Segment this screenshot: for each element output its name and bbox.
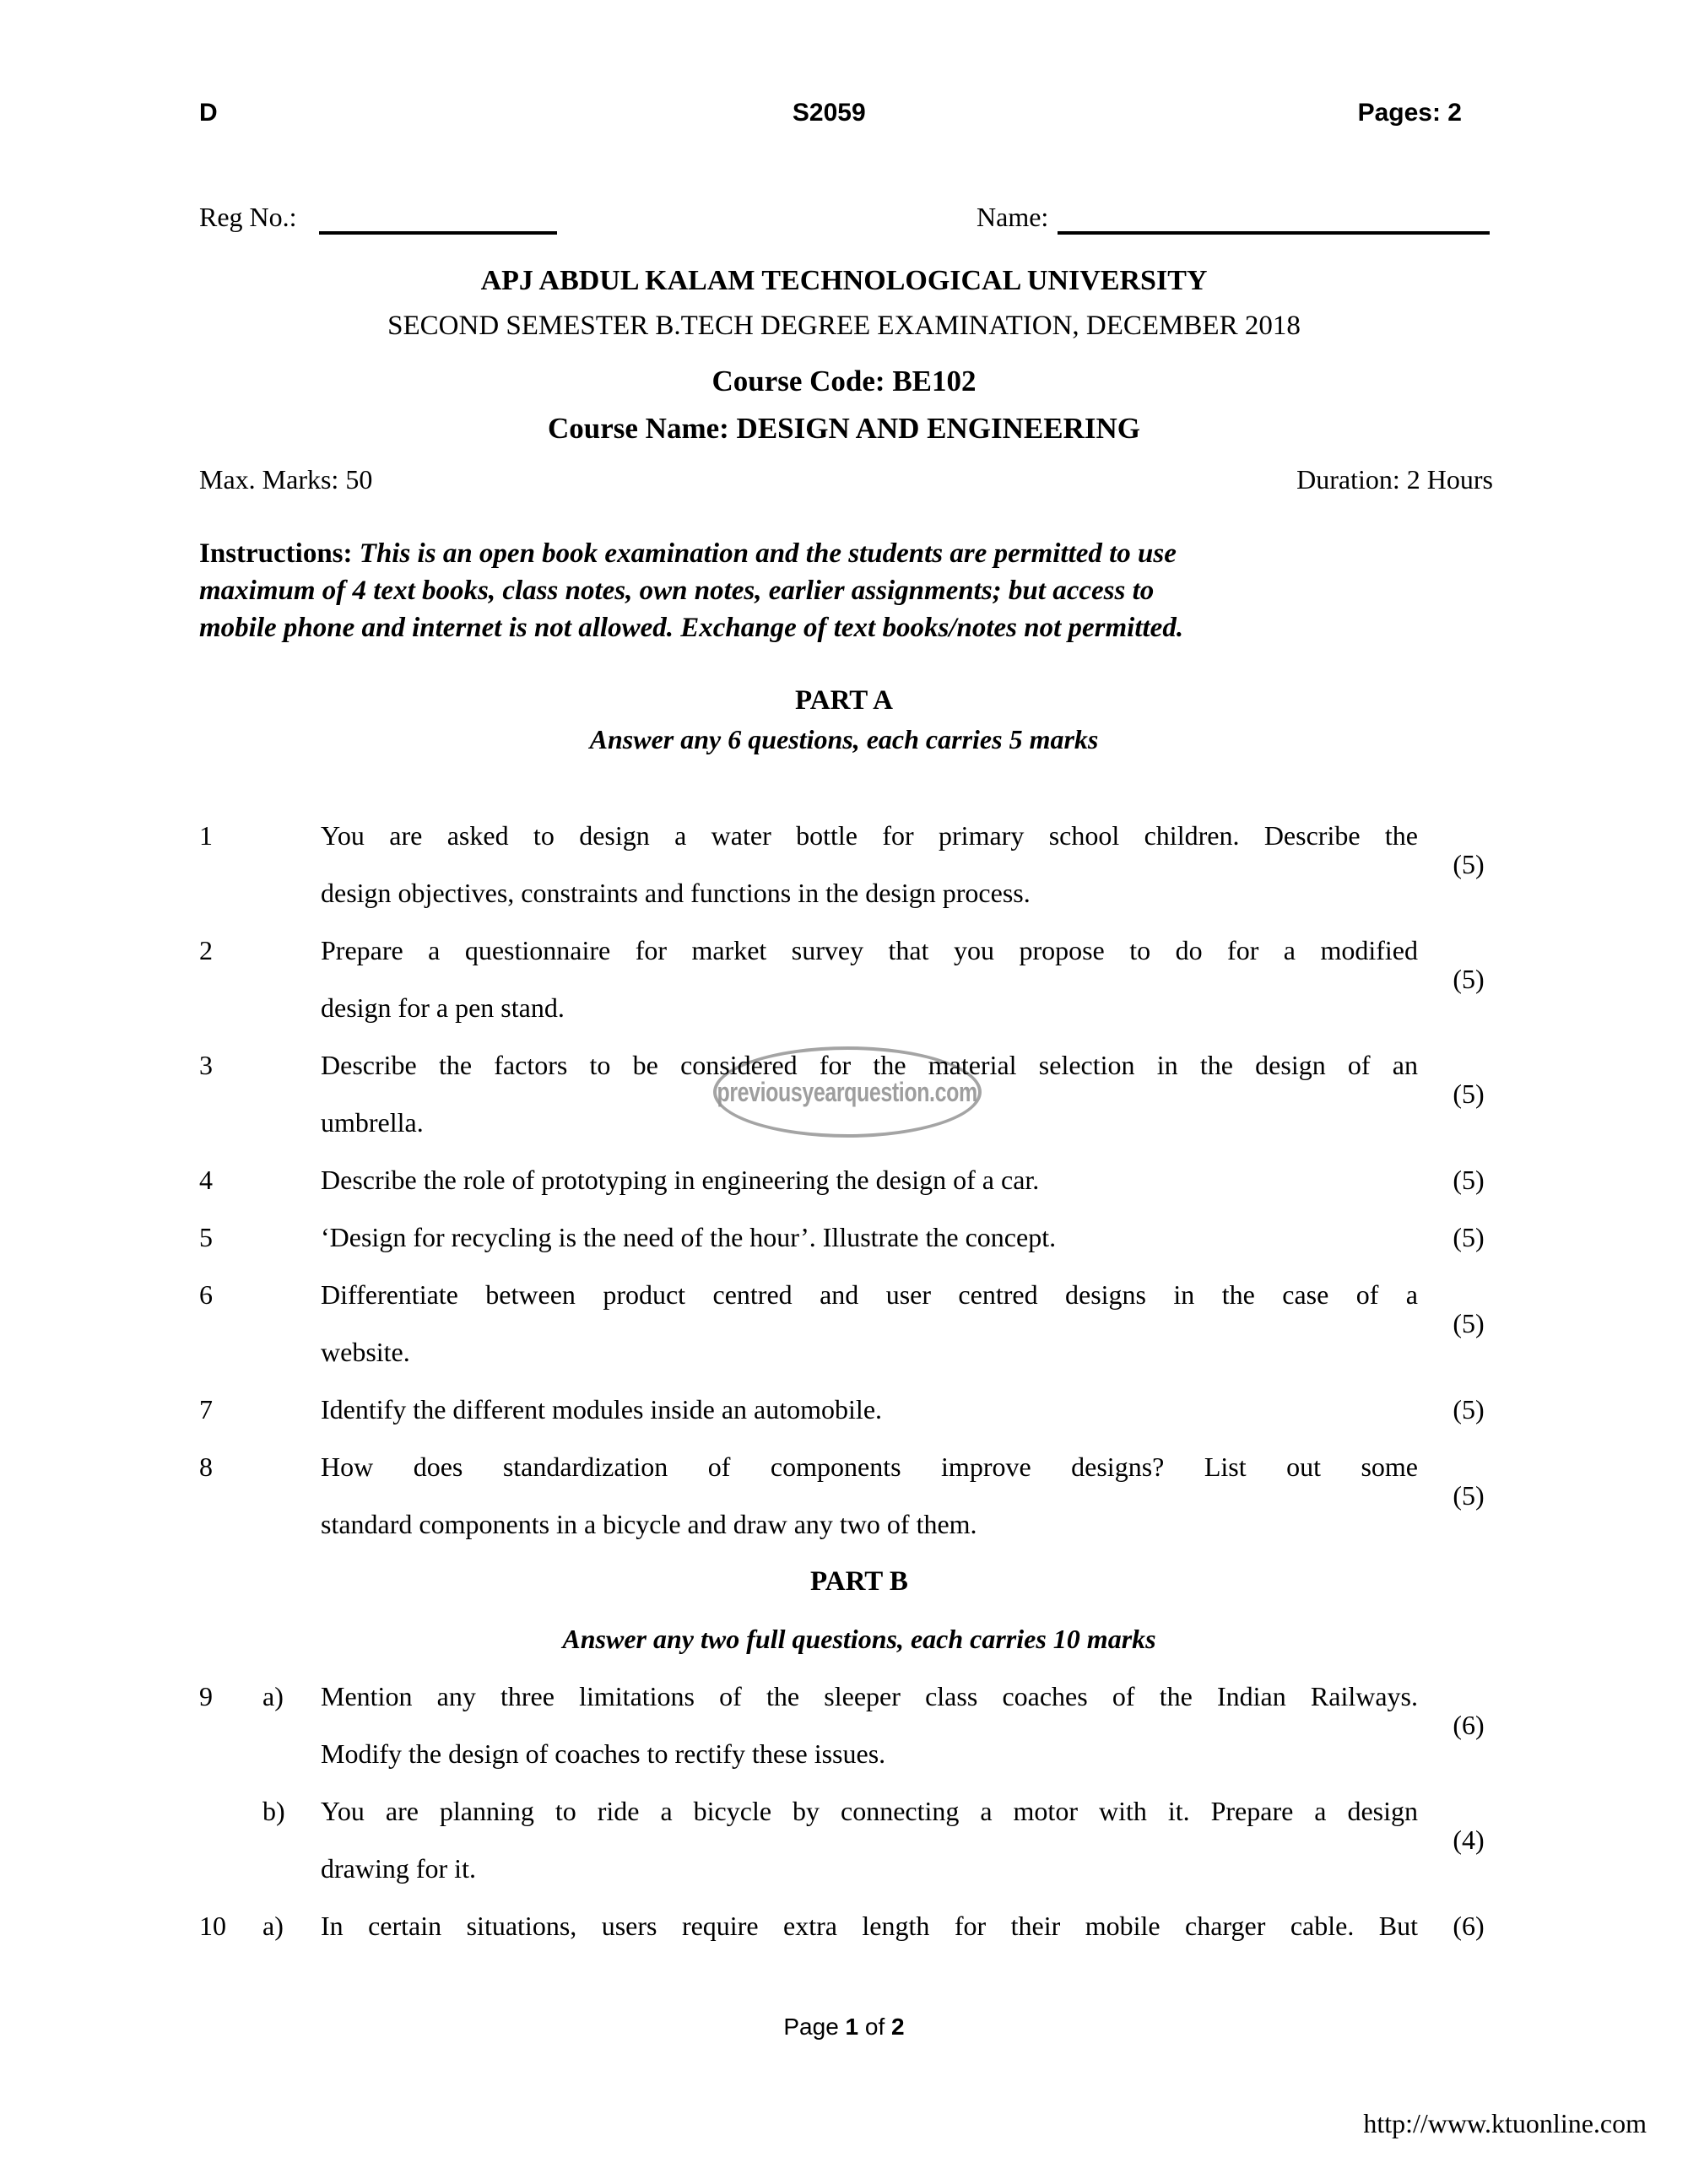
- question-line: Differentiate between product centred and user centred designs in the case of a: [321, 1279, 1418, 1310]
- marks-badge: (5): [1453, 849, 1485, 879]
- question-line: website.: [321, 1337, 410, 1367]
- question-row-4: [199, 1151, 1519, 1208]
- question-row-8: [199, 1438, 1519, 1553]
- question-line: You are planning to ride a bicycle by connecting a motor with it. Prepare a design: [321, 1796, 1418, 1826]
- doc-code: D: [199, 99, 218, 127]
- instructions-paragraph: [199, 535, 1406, 646]
- duration-label: Duration: 2 Hours: [1296, 464, 1493, 495]
- part-a-heading: PART A: [795, 685, 893, 716]
- footer-page-number: 1: [845, 2014, 859, 2040]
- question-row-10a: [199, 1897, 1519, 1954]
- question-line: standard components in a bicycle and draw any two of them.: [321, 1509, 977, 1539]
- instructions-label: Instructions:: [199, 538, 353, 569]
- marks-badge: (5): [1453, 1480, 1485, 1511]
- footer-total-pages: 2: [891, 2014, 905, 2040]
- part-b-heading: PART B: [810, 1566, 908, 1597]
- question-line: ‘Design for recycling is the need of the hour’. Illustrate the concept.: [321, 1222, 1057, 1252]
- sub-question-letter: a): [262, 1911, 284, 1941]
- max-marks-label: Max. Marks: 50: [199, 464, 373, 495]
- marks-badge: (5): [1453, 1078, 1485, 1109]
- question-line: How does standardization of components improve designs? List out some: [321, 1451, 1418, 1482]
- question-row-5: [199, 1208, 1519, 1266]
- question-number: 8: [199, 1451, 213, 1482]
- question-row-1: [199, 807, 1519, 922]
- question-line: Describe the factors to be considered for the material selection in the design of an: [321, 1050, 1418, 1080]
- question-number: 7: [199, 1394, 213, 1424]
- question-number: 10: [199, 1911, 226, 1941]
- question-text: [321, 1897, 1418, 1954]
- question-text: [321, 1266, 1418, 1381]
- footer-of-word: of: [858, 2014, 892, 2040]
- question-number: 2: [199, 935, 213, 965]
- question-line: Modify the design of coaches to rectify these issues.: [321, 1738, 886, 1769]
- footer-url: http://www.ktuonline.com: [1363, 2108, 1647, 2138]
- question-number: 3: [199, 1050, 213, 1080]
- marks-badge: (4): [1453, 1825, 1485, 1855]
- marks-badge: (5): [1453, 1222, 1485, 1252]
- instructions-line2: maximum of 4 text books, class notes, own notes, earlier assignments; but access to: [199, 576, 1155, 606]
- question-text: [321, 1782, 1418, 1897]
- reg-no-blank-line: [319, 197, 557, 235]
- question-row-6: [199, 1266, 1519, 1381]
- marks-badge: (5): [1453, 1165, 1485, 1195]
- exam-session-line: SECOND SEMESTER B.TECH DEGREE EXAMINATION, DECEMBER 2018: [387, 311, 1301, 341]
- question-line: Identify the different modules inside an automobile.: [321, 1394, 883, 1424]
- sub-question-letter: a): [262, 1681, 284, 1711]
- marks-badge: (6): [1453, 1911, 1485, 1941]
- question-line: Mention any three limitations of the sleeper class coaches of the Indian Railways.: [321, 1681, 1418, 1711]
- reg-no-label: Reg No.:: [199, 202, 297, 232]
- questions-area: [199, 807, 1519, 1954]
- question-number: 5: [199, 1222, 213, 1252]
- question-text: [321, 922, 1418, 1036]
- marks-badge: (5): [1453, 964, 1485, 994]
- question-text: [321, 1668, 1418, 1782]
- question-number: 9: [199, 1681, 213, 1711]
- instructions-line1: This is an open book examination and the students are permitted to use: [352, 538, 1177, 569]
- question-row-9b: [199, 1782, 1519, 1897]
- watermark-text: previousyearquestion.com: [717, 1076, 978, 1107]
- question-number: 6: [199, 1279, 213, 1310]
- question-line: design for a pen stand.: [321, 992, 565, 1023]
- sub-question-letter: b): [262, 1796, 285, 1826]
- course-code-line: Course Code: BE102: [711, 365, 977, 397]
- question-text: [321, 1208, 1418, 1266]
- question-number: 1: [199, 820, 213, 851]
- name-label: Name:: [977, 202, 1049, 232]
- page-header: [199, 95, 1462, 132]
- footer-page-indicator: [0, 2014, 1688, 2041]
- course-name-line: Course Name: DESIGN AND ENGINEERING: [548, 412, 1140, 445]
- name-blank-line: [1058, 197, 1490, 235]
- question-line: umbrella.: [321, 1107, 424, 1138]
- question-text: [321, 1151, 1418, 1208]
- question-row-9a: [199, 1668, 1519, 1782]
- footer-page-word: Page: [783, 2014, 846, 2040]
- pages-label: Pages: 2: [1357, 99, 1462, 127]
- question-line: You are asked to design a water bottle for primary school children. Describe the: [321, 820, 1418, 851]
- question-text: [321, 1438, 1418, 1553]
- question-line: Describe the role of prototyping in engineering the design of a car.: [321, 1165, 1040, 1195]
- question-line: In certain situations, users require extra length for their mobile charger cable. But: [321, 1911, 1418, 1941]
- identity-row: [199, 197, 1491, 236]
- question-row-2: [199, 922, 1519, 1036]
- university-title: APJ ABDUL KALAM TECHNOLOGICAL UNIVERSITY: [480, 265, 1208, 296]
- question-line: drawing for it.: [321, 1853, 476, 1884]
- question-row-7: [199, 1381, 1519, 1438]
- marks-badge: (6): [1453, 1710, 1485, 1740]
- paper-code: S2059: [792, 99, 866, 127]
- question-row-3: [199, 1036, 1519, 1151]
- part-a-subheading: Answer any 6 questions, each carries 5 marks: [589, 724, 1099, 754]
- marks-badge: (5): [1453, 1308, 1485, 1338]
- question-number: 4: [199, 1165, 213, 1195]
- question-text: [321, 1036, 1418, 1151]
- question-text: [321, 807, 1418, 922]
- marks-badge: (5): [1453, 1394, 1485, 1424]
- question-line: design objectives, constraints and functions in the design process.: [321, 878, 1031, 908]
- question-text: [321, 1381, 1418, 1438]
- marks-duration-row: [199, 461, 1493, 498]
- part-b-subheading: Answer any two full questions, each carries 10 marks: [562, 1624, 1156, 1654]
- question-line: Prepare a questionnaire for market survey that you propose to do for a modified: [321, 935, 1418, 965]
- instructions-line3: mobile phone and internet is not allowed. Exchange of text books/notes not permitted.: [199, 613, 1184, 643]
